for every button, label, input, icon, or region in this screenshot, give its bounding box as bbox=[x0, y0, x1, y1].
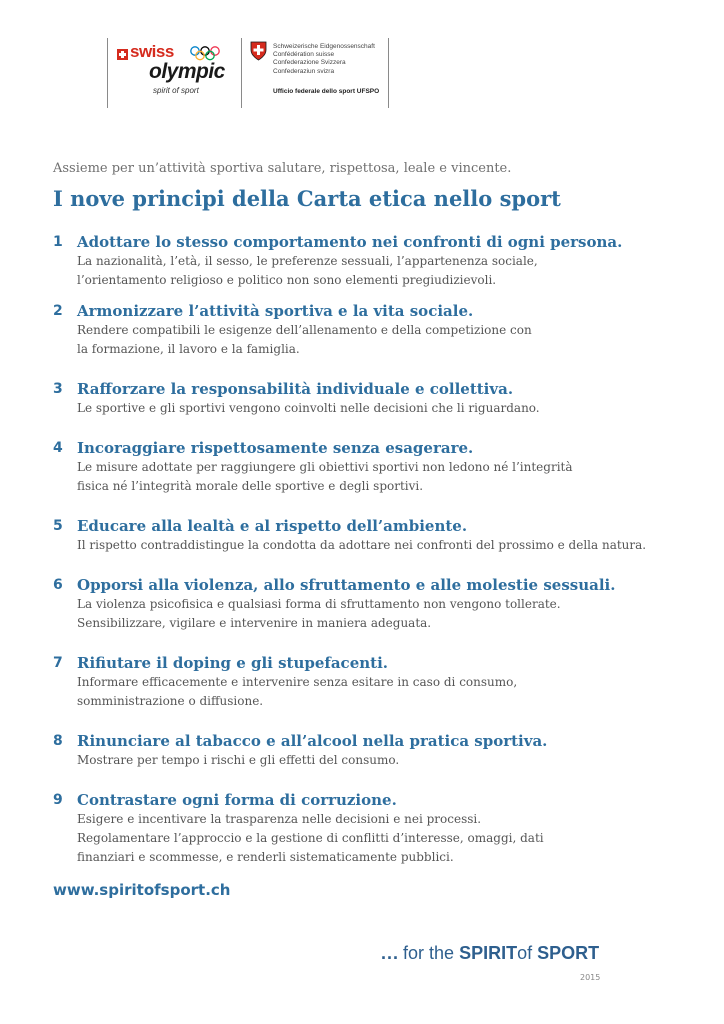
principle-number: 6 bbox=[53, 577, 63, 593]
principle-heading: Armonizzare l’attività sportiva e la vita sociale. bbox=[77, 302, 474, 320]
page-title: I nove principi della Carta etica nello sport bbox=[53, 186, 561, 211]
principle-item bbox=[53, 302, 693, 359]
footer-sport: SPORT bbox=[537, 943, 600, 963]
principle-heading: Contrastare ogni forma di corruzione. bbox=[77, 791, 397, 809]
principle-text-line: Rendere compatibili le esigenze dell’allenamento e della competizione con bbox=[77, 323, 532, 337]
confederation-names bbox=[273, 43, 375, 76]
principle-text-line: Sensibilizzare, vigilare e intervenire in maniera adeguata. bbox=[77, 616, 432, 630]
principle-text-line: La violenza psicofisica e qualsiasi forma di sfruttamento non vengono tollerate. bbox=[77, 597, 561, 611]
principle-heading: Incoraggiare rispettosamente senza esagerare. bbox=[77, 439, 474, 457]
principle-item bbox=[53, 233, 693, 290]
swiss-olympic-logo bbox=[117, 43, 235, 103]
principle-text-line: Regolamentare l’approccio e la gestione di conflitti d’interesse, omaggi, dati bbox=[77, 831, 544, 845]
principles-list bbox=[53, 233, 693, 888]
principle-text-line: l’orientamento religioso e politico non sono elementi pregiudizievoli. bbox=[77, 273, 497, 287]
principle-item bbox=[53, 380, 693, 418]
principle-item bbox=[53, 517, 693, 555]
principle-heading: Adottare lo stesso comportamento nei confronti di ogni persona. bbox=[77, 233, 623, 251]
principle-item bbox=[53, 791, 693, 867]
swiss-olympic-tagline: spirit of sport bbox=[153, 86, 199, 95]
confederation-name-rm: Confederaziun svizra bbox=[273, 67, 335, 75]
principle-text-line: Informare efficacemente e intervenire senza esitare in caso di consumo, bbox=[77, 675, 518, 689]
swiss-olympic-word-olympic: olympic bbox=[149, 60, 225, 83]
olympic-rings-icon bbox=[189, 46, 223, 61]
document-year: 2015 bbox=[580, 973, 601, 982]
principle-heading: Rafforzare la responsabilità individuale e collettiva. bbox=[77, 380, 514, 398]
principle-item bbox=[53, 732, 693, 770]
swiss-flag-icon bbox=[117, 49, 128, 60]
principle-text-line: la formazione, il lavoro e la famiglia. bbox=[77, 342, 300, 356]
principle-item bbox=[53, 576, 693, 633]
spirit-of-sport-logo bbox=[381, 943, 599, 964]
principle-item bbox=[53, 439, 693, 496]
principle-text-line: fisica né l’integrità morale delle sportive e degli sportivi. bbox=[77, 479, 424, 493]
footer-for-the: for the bbox=[403, 943, 455, 963]
principle-text-line: La nazionalità, l’età, il sesso, le preferenze sessuali, l’appartenenza sociale, bbox=[77, 254, 538, 268]
federal-office-name: Ufficio federale dello sport UFSPO bbox=[273, 88, 380, 95]
principle-heading: Rifiutare il doping e gli stupefacenti. bbox=[77, 654, 388, 672]
principle-number: 7 bbox=[53, 655, 63, 671]
footer-dots: ... bbox=[381, 943, 400, 963]
principle-number: 9 bbox=[53, 792, 63, 808]
confederation-name-fr: Confédération suisse bbox=[273, 51, 335, 59]
principle-heading: Educare alla lealtà e al rispetto dell’ambiente. bbox=[77, 517, 468, 535]
principle-text-line: Le misure adottate per raggiungere gli obiettivi sportivi non ledono né l’integrità bbox=[77, 460, 573, 474]
swiss-olympic-word-swiss: swiss bbox=[130, 42, 174, 61]
website-link[interactable]: www.spiritofsport.ch bbox=[53, 881, 231, 899]
principle-number: 1 bbox=[53, 234, 63, 250]
intro-text: Assieme per un’attività sportiva salutare, rispettosa, leale e vincente. bbox=[53, 161, 512, 176]
principle-text-line: Mostrare per tempo i rischi e gli effetti del consumo. bbox=[77, 753, 400, 767]
principle-text-line: Esigere e incentivare la trasparenza nelle decisioni e nei processi. bbox=[77, 812, 482, 826]
principle-text-line: Il rispetto contraddistingue la condotta da adottare nei confronti del prossimo e della natura. bbox=[77, 538, 647, 552]
principle-item bbox=[53, 654, 693, 711]
confederation-name-de: Schweizerische Eidgenossenschaft bbox=[273, 43, 375, 50]
header-divider-left bbox=[107, 38, 108, 108]
principle-text-line: somministrazione o diffusione. bbox=[77, 694, 264, 708]
principle-number: 5 bbox=[53, 518, 63, 534]
swiss-coat-of-arms-icon bbox=[250, 41, 267, 61]
footer-spirit: SPIRIT bbox=[459, 943, 518, 963]
principle-heading: Opporsi alla violenza, allo sfruttamento e alle molestie sessuali. bbox=[77, 576, 616, 594]
confederation-name-it: Confederazione Svizzera bbox=[273, 59, 346, 67]
header-divider-middle bbox=[241, 38, 242, 108]
principle-number: 2 bbox=[53, 303, 63, 319]
principle-number: 3 bbox=[53, 381, 63, 397]
principle-text-line: Le sportive e gli sportivi vengono coinvolti nelle decisioni che li riguardano. bbox=[77, 401, 540, 415]
principle-number: 4 bbox=[53, 440, 63, 456]
principle-text-line: finanziari e scommesse, e renderli sistematicamente pubblici. bbox=[77, 850, 454, 864]
principle-number: 8 bbox=[53, 733, 63, 749]
header-divider-right bbox=[388, 38, 389, 108]
principle-heading: Rinunciare al tabacco e all’alcool nella pratica sportiva. bbox=[77, 732, 548, 750]
footer-of: of bbox=[517, 943, 533, 963]
